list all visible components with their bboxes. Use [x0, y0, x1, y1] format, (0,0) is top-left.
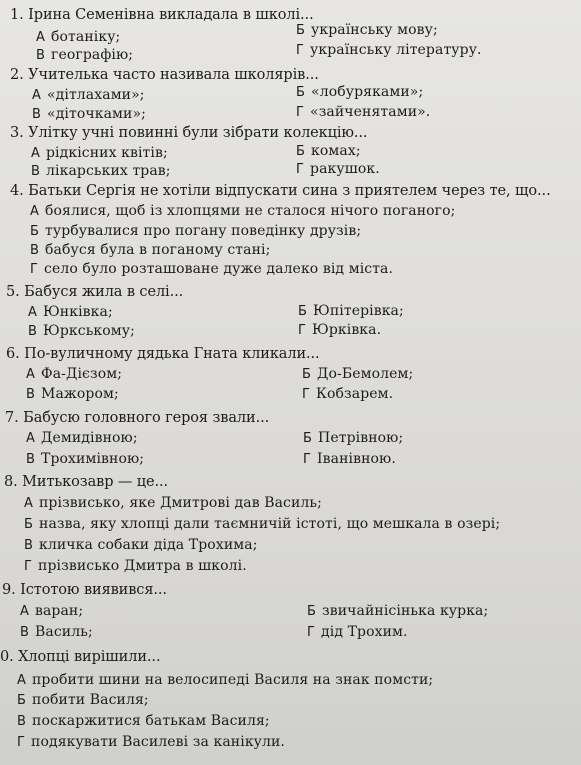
option-a[interactable] — [31, 145, 168, 161]
option-text: побити Василя; — [32, 692, 149, 708]
option-letter: А — [24, 496, 33, 511]
option-letter: А — [26, 431, 35, 446]
option-v[interactable] — [26, 386, 119, 402]
option-letter: Б — [303, 431, 313, 446]
option-letter: Б — [298, 304, 308, 319]
option-letter: А — [28, 305, 37, 320]
option-v[interactable] — [28, 323, 135, 339]
option-text: До-Бемолем; — [317, 366, 414, 382]
option-letter: Г — [296, 43, 305, 58]
option-a[interactable] — [36, 29, 120, 45]
option-g[interactable] — [296, 42, 482, 58]
option-v[interactable] — [24, 537, 258, 553]
question-number: 1. — [10, 7, 24, 23]
question-number: 2. — [10, 67, 24, 83]
option-g[interactable] — [298, 322, 381, 338]
question-prompt: Бабусю головного героя звали... — [23, 410, 270, 426]
option-text: варан; — [35, 603, 84, 619]
question-prompt: Митькозавр — це... — [22, 474, 169, 490]
option-text: «дітлахами»; — [47, 87, 145, 103]
option-letter: А — [17, 673, 26, 688]
option-letter: А — [36, 30, 45, 45]
question-number: 3. — [10, 125, 24, 141]
option-text: звичайнісінька курка; — [322, 603, 489, 619]
question-4-text — [10, 183, 551, 199]
option-text: Юпітерівка; — [313, 303, 404, 319]
option-text: ракушок. — [310, 161, 380, 177]
option-b[interactable] — [296, 22, 438, 38]
question-5-text — [6, 284, 183, 300]
option-letter: В — [26, 452, 36, 467]
question-number: 7. — [5, 410, 19, 426]
option-a[interactable] — [30, 203, 455, 219]
option-text: турбувалися про погану поведінку друзів; — [45, 223, 362, 239]
option-b[interactable] — [307, 603, 488, 619]
option-a[interactable] — [32, 87, 145, 103]
option-text: ботаніку; — [51, 29, 121, 45]
option-text: Демидівною; — [41, 430, 138, 446]
option-text: «зайченятами». — [310, 104, 431, 120]
option-b[interactable] — [24, 516, 500, 532]
option-b[interactable] — [30, 223, 361, 239]
option-letter: Г — [307, 625, 316, 640]
question-2-text — [10, 67, 319, 83]
option-letter: А — [20, 604, 29, 619]
option-b[interactable] — [298, 303, 404, 319]
option-v[interactable] — [20, 624, 93, 640]
option-text: українську літературу. — [310, 42, 482, 58]
option-text: боялися, щоб із хлопцями не сталося нічого поганого; — [45, 203, 456, 219]
question-1-text — [10, 7, 314, 23]
option-letter: Г — [17, 735, 26, 750]
option-letter: Б — [296, 23, 306, 38]
option-letter: В — [20, 625, 30, 640]
option-text: подякувати Василеві за канікули. — [31, 734, 285, 750]
question-prompt: Хлопці вирішили... — [18, 649, 161, 665]
option-g[interactable] — [302, 386, 393, 402]
question-number: 9. — [2, 582, 16, 598]
option-letter: Б — [30, 224, 40, 239]
option-v[interactable] — [31, 163, 171, 179]
option-v[interactable] — [32, 106, 146, 122]
option-text: лікарських трав; — [46, 163, 171, 179]
option-text: дід Трохим. — [321, 624, 408, 640]
question-9-text — [2, 582, 167, 598]
option-letter: Б — [296, 85, 306, 100]
option-letter: Б — [24, 517, 34, 532]
option-letter: А — [32, 88, 41, 103]
option-text: «лобуряками»; — [311, 84, 424, 100]
option-letter: В — [32, 107, 42, 122]
option-text: Фа-Дієзом; — [41, 366, 123, 382]
option-text: Юнківка; — [43, 304, 113, 320]
option-letter: А — [30, 204, 39, 219]
option-a[interactable] — [26, 366, 122, 382]
option-text: географію; — [51, 47, 134, 63]
option-letter: Г — [296, 162, 305, 177]
question-8-text — [4, 474, 168, 490]
option-text: прізвисько, яке Дмитрові дав Василь; — [39, 495, 322, 511]
option-text: кличка собаки діда Трохима; — [39, 537, 258, 553]
question-number: 5. — [6, 284, 20, 300]
option-g[interactable] — [307, 624, 408, 640]
option-text: назва, яку хлопці дали таємничій істоті, що мешкала в озері; — [39, 516, 501, 532]
option-letter: Б — [302, 367, 312, 382]
option-text: Мажором; — [41, 386, 119, 402]
question-3-text — [10, 125, 367, 141]
option-letter: Г — [296, 105, 305, 120]
question-7-text — [5, 410, 269, 426]
option-letter: А — [31, 146, 40, 161]
option-text: поскаржитися батькам Василя; — [32, 713, 270, 729]
option-b[interactable] — [17, 692, 149, 708]
option-g[interactable] — [296, 104, 430, 120]
option-a[interactable] — [26, 430, 138, 446]
option-v[interactable] — [36, 47, 133, 63]
option-b[interactable] — [303, 430, 403, 446]
option-b[interactable] — [296, 84, 423, 100]
option-a[interactable] — [20, 603, 83, 619]
option-g[interactable] — [296, 161, 380, 177]
option-letter: В — [30, 243, 40, 258]
option-text: Іванівною. — [317, 451, 396, 467]
option-letter: В — [17, 714, 27, 729]
option-g[interactable] — [303, 451, 396, 467]
question-6-text — [6, 346, 320, 362]
option-a[interactable] — [24, 495, 322, 511]
option-g[interactable] — [17, 734, 285, 750]
option-letter: В — [28, 324, 38, 339]
option-a[interactable] — [17, 672, 433, 688]
option-text: Василь; — [35, 624, 93, 640]
question-number: 6. — [6, 346, 20, 362]
option-text: бабуся була в поганому стані; — [45, 242, 271, 258]
question-number: 8. — [4, 474, 18, 490]
question-number: 4. — [10, 183, 24, 199]
option-letter: Б — [307, 604, 317, 619]
option-letter: Г — [24, 559, 33, 574]
option-text: рідкісних квітів; — [46, 145, 168, 161]
option-v[interactable] — [17, 713, 270, 729]
option-text: комах; — [311, 143, 361, 159]
option-text: Трохимівною; — [41, 451, 145, 467]
option-text: «діточками»; — [47, 106, 146, 122]
option-letter: Г — [303, 452, 312, 467]
option-letter: Г — [30, 262, 39, 277]
option-letter: Б — [296, 144, 306, 159]
question-prompt: Істотою виявився... — [20, 582, 167, 598]
option-text: українську мову; — [311, 22, 438, 38]
option-text: Юрківка. — [312, 322, 382, 338]
question-prompt: Улітку учні повинні були зібрати колекцію... — [28, 125, 368, 141]
option-v[interactable] — [26, 451, 144, 467]
question-prompt: Бабуся жила в селі... — [24, 284, 184, 300]
question-prompt: Ірина Семенівна викладала в школі... — [28, 7, 314, 23]
option-letter: В — [36, 48, 46, 63]
option-letter: Г — [298, 323, 307, 338]
option-b[interactable] — [296, 143, 361, 159]
option-text: Юркському; — [43, 323, 135, 339]
option-text: пробити шини на велосипеді Василя на знак помсти; — [32, 672, 434, 688]
option-text: Петрівною; — [318, 430, 404, 446]
question-prompt: По-вуличному дядька Гната кликали... — [24, 346, 320, 362]
option-text: Кобзарем. — [316, 386, 394, 402]
question-number: 0. — [0, 649, 14, 665]
option-letter: В — [31, 164, 41, 179]
option-b[interactable] — [302, 366, 413, 382]
option-v[interactable] — [30, 242, 270, 258]
option-letter: В — [24, 538, 34, 553]
option-letter: Б — [17, 693, 27, 708]
option-text: село було розташоване дуже далеко від міста. — [44, 261, 394, 277]
option-letter: В — [26, 387, 36, 402]
question-prompt: Учителька часто називала школярів... — [28, 67, 319, 83]
option-letter: А — [26, 367, 35, 382]
question-10-text — [0, 649, 160, 665]
option-text: прізвисько Дмитра в школі. — [38, 558, 247, 574]
option-letter: Г — [302, 387, 311, 402]
option-a[interactable] — [28, 304, 113, 320]
option-g[interactable] — [30, 261, 393, 277]
option-g[interactable] — [24, 558, 247, 574]
question-prompt: Батьки Сергія не хотіли відпускати сина з приятелем через те, що... — [28, 183, 551, 199]
